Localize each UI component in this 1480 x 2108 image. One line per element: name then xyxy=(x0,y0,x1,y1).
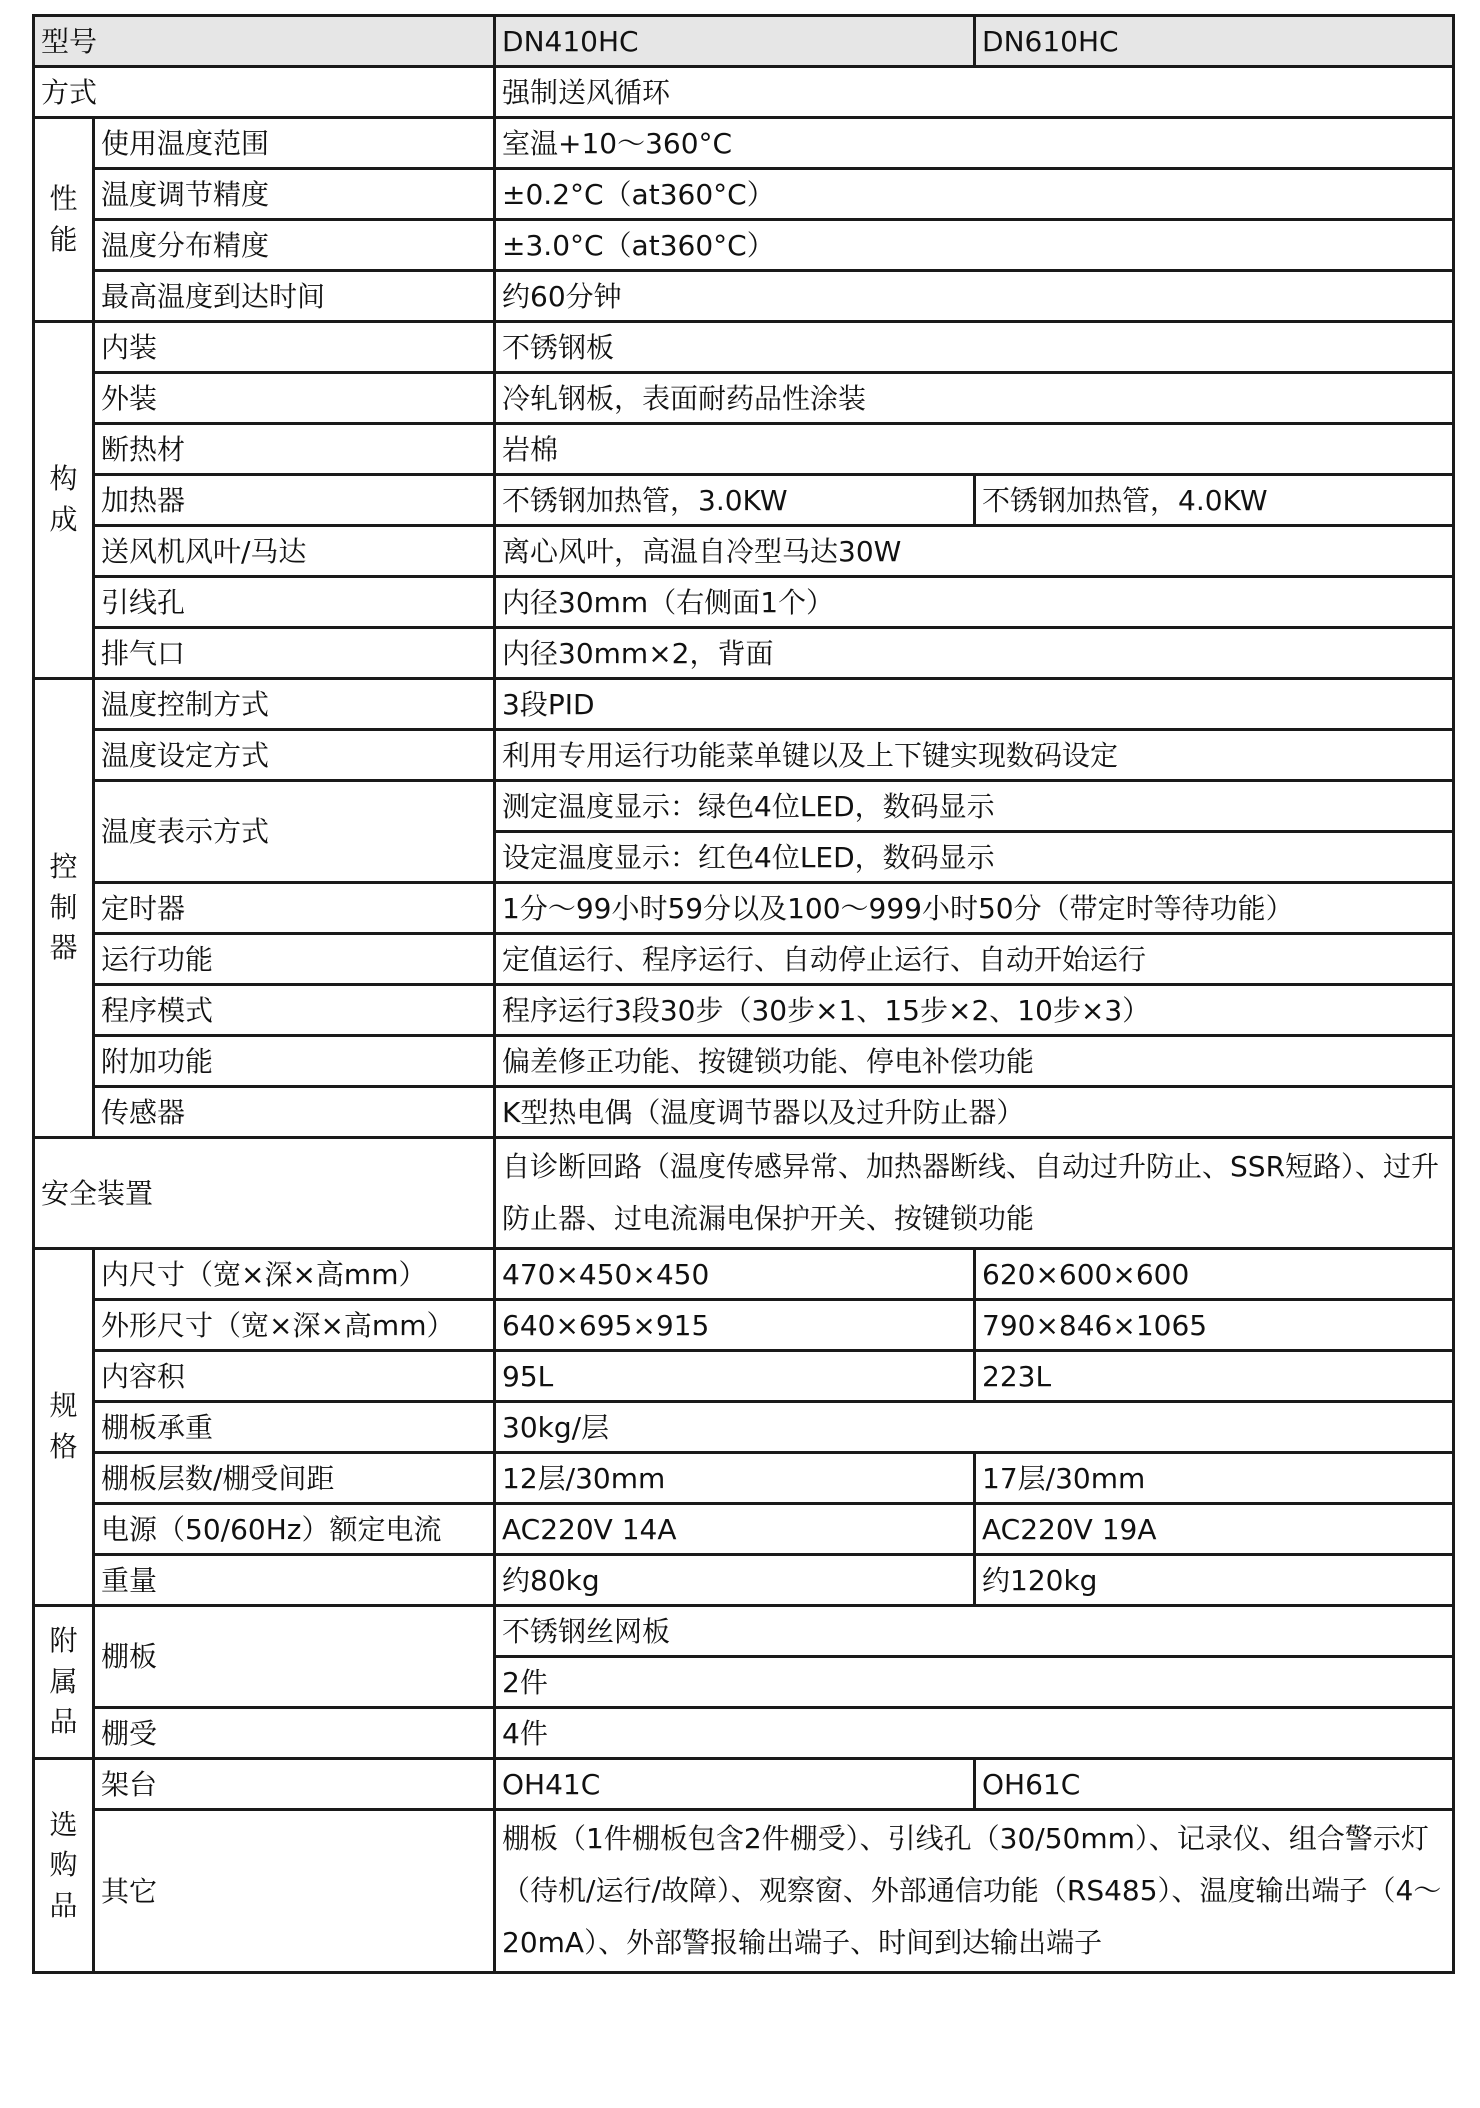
shelf-count-value-b: 17层/30mm xyxy=(975,1453,1454,1504)
model-label: 型号 xyxy=(34,16,495,67)
shelf-count-value-a: 12层/30mm xyxy=(495,1453,975,1504)
weight-value-b: 约120kg xyxy=(975,1555,1454,1606)
outer-dim-label: 外形尺寸（宽×深×高mm） xyxy=(94,1300,495,1351)
setting-method-label: 温度设定方式 xyxy=(94,730,495,781)
heater-value-a: 不锈钢加热管，3.0KW xyxy=(495,475,975,526)
stand-value-b: OH61C xyxy=(975,1759,1454,1810)
row-extra-function xyxy=(34,1036,1454,1087)
row-inner-dim xyxy=(34,1249,1454,1300)
outer-label: 外装 xyxy=(94,373,495,424)
volume-label: 内容积 xyxy=(94,1351,495,1402)
row-model xyxy=(34,16,1454,67)
row-fan xyxy=(34,526,1454,577)
run-function-value: 定值运行、程序运行、自动停止运行、自动开始运行 xyxy=(495,934,1454,985)
row-shelf-support xyxy=(34,1708,1454,1759)
run-function-label: 运行功能 xyxy=(94,934,495,985)
temp-range-value: 室温+10～360°C xyxy=(495,118,1454,169)
weight-value-a: 约80kg xyxy=(495,1555,975,1606)
exhaust-label: 排气口 xyxy=(94,628,495,679)
inner-label: 内装 xyxy=(94,322,495,373)
row-cable-hole xyxy=(34,577,1454,628)
temp-distribution-value: ±3.0°C（at360°C） xyxy=(495,220,1454,271)
shelf-value-2: 2件 xyxy=(495,1657,1454,1708)
extra-function-label: 附加功能 xyxy=(94,1036,495,1087)
row-volume xyxy=(34,1351,1454,1402)
inner-value: 不锈钢板 xyxy=(495,322,1454,373)
row-weight xyxy=(34,1555,1454,1606)
setting-method-value: 利用专用运行功能菜单键以及上下键实现数码设定 xyxy=(495,730,1454,781)
shelf-load-value: 30kg/层 xyxy=(495,1402,1454,1453)
outer-value: 冷轧钢板，表面耐药品性涂装 xyxy=(495,373,1454,424)
row-temp-distribution xyxy=(34,220,1454,271)
method-value: 强制送风循环 xyxy=(495,67,1454,118)
shelf-count-label: 棚板层数/棚受间距 xyxy=(94,1453,495,1504)
category-construction: 构成 xyxy=(34,322,94,679)
temp-distribution-label: 温度分布精度 xyxy=(94,220,495,271)
shelf-support-label: 棚受 xyxy=(94,1708,495,1759)
insulation-value: 岩棉 xyxy=(495,424,1454,475)
method-label: 方式 xyxy=(34,67,495,118)
row-temp-control-accuracy xyxy=(34,169,1454,220)
row-display-1 xyxy=(34,781,1454,832)
model-b: DN610HC xyxy=(975,16,1454,67)
row-program-mode xyxy=(34,985,1454,1036)
category-controller: 控制器 xyxy=(34,679,94,1138)
safety-label: 安全装置 xyxy=(34,1138,495,1249)
inner-dim-label: 内尺寸（宽×深×高mm） xyxy=(94,1249,495,1300)
cable-hole-label: 引线孔 xyxy=(94,577,495,628)
row-timer xyxy=(34,883,1454,934)
row-shelf-load xyxy=(34,1402,1454,1453)
temp-range-label: 使用温度范围 xyxy=(94,118,495,169)
row-sensor xyxy=(34,1087,1454,1138)
heatup-time-value: 约60分钟 xyxy=(495,271,1454,322)
control-method-label: 温度控制方式 xyxy=(94,679,495,730)
shelf-value-1: 不锈钢丝网板 xyxy=(495,1606,1454,1657)
sensor-label: 传感器 xyxy=(94,1087,495,1138)
display-label: 温度表示方式 xyxy=(94,781,495,883)
fan-value: 离心风叶，高温自冷型马达30W xyxy=(495,526,1454,577)
row-heatup-time xyxy=(34,271,1454,322)
inner-dim-value-b: 620×600×600 xyxy=(975,1249,1454,1300)
program-mode-label: 程序模式 xyxy=(94,985,495,1036)
row-run-function xyxy=(34,934,1454,985)
shelf-support-value: 4件 xyxy=(495,1708,1454,1759)
shelf-label: 棚板 xyxy=(94,1606,495,1708)
row-inner xyxy=(34,322,1454,373)
temp-control-accuracy-label: 温度调节精度 xyxy=(94,169,495,220)
exhaust-value: 内径30mm×2，背面 xyxy=(495,628,1454,679)
row-shelf-count xyxy=(34,1453,1454,1504)
temp-control-accuracy-value: ±0.2°C（at360°C） xyxy=(495,169,1454,220)
row-method xyxy=(34,67,1454,118)
row-power xyxy=(34,1504,1454,1555)
row-outer-dim xyxy=(34,1300,1454,1351)
power-value-a: AC220V 14A xyxy=(495,1504,975,1555)
row-setting-method xyxy=(34,730,1454,781)
model-a: DN410HC xyxy=(495,16,975,67)
fan-label: 送风机风叶/马达 xyxy=(94,526,495,577)
row-temp-range xyxy=(34,118,1454,169)
row-others xyxy=(34,1810,1454,1973)
row-shelf-1 xyxy=(34,1606,1454,1657)
row-heater xyxy=(34,475,1454,526)
others-label: 其它 xyxy=(94,1810,495,1973)
row-safety xyxy=(34,1138,1454,1249)
outer-dim-value-b: 790×846×1065 xyxy=(975,1300,1454,1351)
stand-value-a: OH41C xyxy=(495,1759,975,1810)
timer-value: 1分～99小时59分以及100～999小时50分（带定时等待功能） xyxy=(495,883,1454,934)
category-accessories: 附属品 xyxy=(34,1606,94,1759)
control-method-value: 3段PID xyxy=(495,679,1454,730)
row-outer xyxy=(34,373,1454,424)
extra-function-value: 偏差修正功能、按键锁功能、停电补偿功能 xyxy=(495,1036,1454,1087)
program-mode-value: 程序运行3段30步（30步×1、15步×2、10步×3） xyxy=(495,985,1454,1036)
row-insulation xyxy=(34,424,1454,475)
stand-label: 架台 xyxy=(94,1759,495,1810)
power-label: 电源（50/60Hz）额定电流 xyxy=(94,1504,495,1555)
row-control-method xyxy=(34,679,1454,730)
inner-dim-value-a: 470×450×450 xyxy=(495,1249,975,1300)
weight-label: 重量 xyxy=(94,1555,495,1606)
volume-value-a: 95L xyxy=(495,1351,975,1402)
timer-label: 定时器 xyxy=(94,883,495,934)
category-options: 选购品 xyxy=(34,1759,94,1973)
display-value-2: 设定温度显示：红色4位LED，数码显示 xyxy=(495,832,1454,883)
cable-hole-value: 内径30mm（右侧面1个） xyxy=(495,577,1454,628)
heatup-time-label: 最高温度到达时间 xyxy=(94,271,495,322)
heater-value-b: 不锈钢加热管，4.0KW xyxy=(975,475,1454,526)
outer-dim-value-a: 640×695×915 xyxy=(495,1300,975,1351)
power-value-b: AC220V 19A xyxy=(975,1504,1454,1555)
safety-value: 自诊断回路（温度传感异常、加热器断线、自动过升防止、SSR短路）、过升防止器、过电流漏电保护开关、按键锁功能 xyxy=(495,1138,1454,1249)
display-value-1: 测定温度显示：绿色4位LED，数码显示 xyxy=(495,781,1454,832)
others-value: 棚板（1件棚板包含2件棚受）、引线孔（30/50mm）、记录仪、组合警示灯（待机/运行/故障）、观察窗、外部通信功能（RS485）、温度输出端子（4～20mA）、外部警报输出端子、时间到达输出端子 xyxy=(495,1810,1454,1973)
spec-table xyxy=(32,14,1455,1974)
category-specs: 规格 xyxy=(34,1249,94,1606)
row-exhaust xyxy=(34,628,1454,679)
shelf-load-label: 棚板承重 xyxy=(94,1402,495,1453)
heater-label: 加热器 xyxy=(94,475,495,526)
category-performance: 性能 xyxy=(34,118,94,322)
volume-value-b: 223L xyxy=(975,1351,1454,1402)
sensor-value: K型热电偶（温度调节器以及过升防止器） xyxy=(495,1087,1454,1138)
row-stand xyxy=(34,1759,1454,1810)
insulation-label: 断热材 xyxy=(94,424,495,475)
